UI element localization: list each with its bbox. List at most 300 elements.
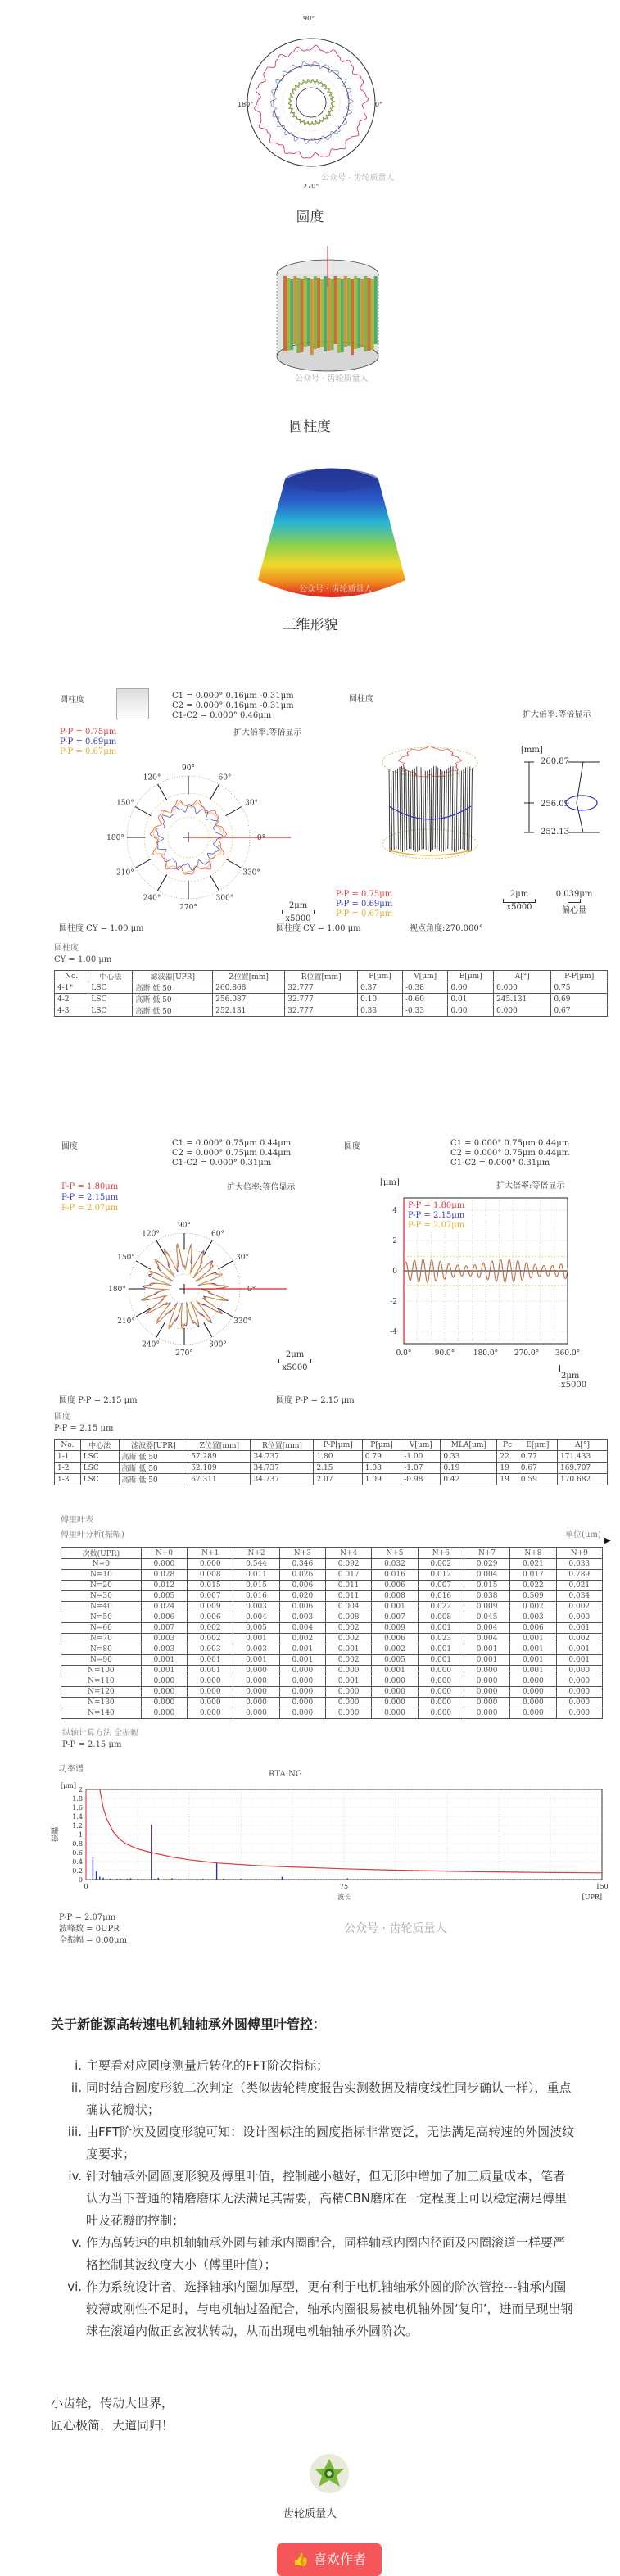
table-cell: LSC bbox=[80, 1474, 119, 1485]
table-cell: 0.00 bbox=[448, 982, 494, 994]
generatrix-line bbox=[389, 769, 390, 852]
angle-label: 60° bbox=[211, 1230, 224, 1238]
magnification: 扩大倍率:等倍显示 bbox=[233, 725, 301, 737]
ecc-top: 0.039μm bbox=[554, 890, 595, 899]
table-cell: N=20 bbox=[61, 1581, 142, 1591]
table-cell: 0.000 bbox=[141, 1559, 187, 1570]
table-cell: 0.59 bbox=[518, 1474, 557, 1485]
table-cell: N=130 bbox=[61, 1698, 142, 1708]
pp-blue: P-P = 2.15μm bbox=[61, 1192, 118, 1203]
scale-top: 2μm bbox=[278, 1350, 311, 1359]
y-tick-label: 0.8 bbox=[72, 1840, 83, 1848]
watermark: 公众号 · 齿轮质量人 bbox=[344, 1920, 446, 1936]
table-cell: 4-1* bbox=[55, 982, 88, 994]
table-cell: 0.000 bbox=[464, 1666, 509, 1676]
table-cell: -1.00 bbox=[401, 1451, 441, 1463]
scale-top: 2μm bbox=[561, 1372, 586, 1381]
table-cell: 0.000 bbox=[233, 1708, 279, 1719]
polar-label-0: 0° bbox=[375, 101, 382, 108]
generatrix-line bbox=[425, 771, 426, 850]
table-cell: 0.000 bbox=[188, 1698, 233, 1708]
pp-orange: P-P = 2.07μm bbox=[61, 1203, 118, 1213]
limit-curve bbox=[100, 1789, 602, 1873]
table-cell: 32.777 bbox=[285, 982, 358, 994]
cyl-table-value: CY = 1.00 μm bbox=[54, 955, 111, 964]
generatrix-line bbox=[421, 767, 422, 849]
thumbs-up-icon: 👍 bbox=[292, 2551, 309, 2567]
table-cell: 0.000 bbox=[418, 1708, 464, 1719]
table-row bbox=[61, 1559, 603, 1570]
cylinder-strip bbox=[301, 279, 304, 352]
inner-ring bbox=[296, 88, 326, 117]
table-cell: 0.007 bbox=[372, 1612, 418, 1623]
thumbnail-image bbox=[116, 688, 149, 719]
pp-orange: P-P = 0.67μm bbox=[60, 747, 116, 757]
gear-star-icon bbox=[310, 2454, 349, 2493]
table-cell: 0.001 bbox=[464, 1655, 509, 1666]
c2-line: C2 = 0.000° 0.75μm 0.44μm bbox=[450, 1149, 569, 1159]
c2-line: C2 = 0.000° 0.75μm 0.44μm bbox=[172, 1149, 291, 1159]
article-list bbox=[51, 2055, 575, 2342]
item-text: 针对轴承外圆圆度形貌及傅里叶值，控制越小越好，但无形中增加了加工质量成本，笔者认为当下普通的精磨磨床无法满足其需要，高精CBN磨床在一定程度上可以稳定满足傅里叶及花瓣的控制； bbox=[86, 2169, 567, 2228]
table-cell: 19 bbox=[497, 1463, 518, 1474]
table-cell: 0.000 bbox=[372, 1676, 418, 1687]
profile-caption: 三维形貌 bbox=[0, 613, 620, 633]
table-row bbox=[55, 1005, 608, 1017]
article-item bbox=[51, 2121, 575, 2166]
column-header: E[μm] bbox=[518, 1440, 557, 1451]
cylinder-strip bbox=[283, 276, 287, 351]
column-header: N+6 bbox=[418, 1548, 464, 1559]
c1c2-line: C1-C2 = 0.000° 0.31μm bbox=[450, 1159, 569, 1168]
table-cell: 1.09 bbox=[362, 1474, 401, 1485]
cylinder-strip bbox=[371, 279, 374, 350]
table-cell: 0.001 bbox=[233, 1655, 279, 1666]
round-polar-chart bbox=[94, 1217, 299, 1368]
height-top: 260.87 bbox=[541, 757, 569, 766]
table-cell: 0.004 bbox=[464, 1570, 509, 1581]
fourier-table bbox=[61, 1547, 603, 1719]
x-unit: [UPR] bbox=[582, 1893, 602, 1901]
column-header: Pc bbox=[497, 1440, 518, 1451]
table-cell: 0.000 bbox=[279, 1676, 325, 1687]
table-cell: 0.015 bbox=[233, 1581, 279, 1591]
cylinder-strip bbox=[368, 278, 371, 351]
angle-label: 150° bbox=[117, 1254, 135, 1262]
table-cell: 0.000 bbox=[188, 1708, 233, 1719]
pp-red: P-P = 0.75μm bbox=[336, 890, 392, 900]
magnification: 扩大倍率:等倍显示 bbox=[496, 1178, 564, 1190]
generatrix-line bbox=[393, 771, 394, 850]
table-cell: 0.000 bbox=[233, 1676, 279, 1687]
table-cell: 高斯 低 50 bbox=[119, 1463, 188, 1474]
angle-label: 270° bbox=[175, 1349, 193, 1358]
angle-label: 0° bbox=[247, 1286, 256, 1294]
column-header: Z位置[mm] bbox=[188, 1440, 251, 1451]
table-cell: 0.789 bbox=[556, 1570, 602, 1581]
round-report-right bbox=[328, 1139, 606, 1385]
cyl-result-right: 圆柱度 CY = 1.00 μm bbox=[276, 921, 361, 933]
spoke bbox=[210, 874, 219, 890]
height-bottom: 252.13 bbox=[541, 828, 569, 837]
table-cell: N=50 bbox=[61, 1612, 142, 1623]
y-tick-label: -4 bbox=[390, 1328, 397, 1336]
table-row bbox=[55, 1451, 608, 1463]
table-cell: 0.001 bbox=[556, 1644, 602, 1655]
power-spectrum-chart bbox=[49, 1780, 614, 1911]
article-item bbox=[51, 2276, 575, 2342]
y-tick-label: 0 bbox=[79, 1876, 83, 1884]
generatrix-line bbox=[452, 766, 453, 850]
slogan-line-1: 小齿轮，传动大世界， bbox=[51, 2392, 174, 2415]
table-cell: 0.008 bbox=[372, 1591, 418, 1602]
table-row bbox=[61, 1581, 603, 1591]
table-cell: 0.002 bbox=[188, 1623, 233, 1634]
angle-label: 270° bbox=[179, 904, 197, 912]
table-cell: 0.006 bbox=[141, 1612, 187, 1623]
table-cell: N=110 bbox=[61, 1676, 142, 1687]
table-cell: 0.001 bbox=[279, 1655, 325, 1666]
table-cell: 0.000 bbox=[494, 982, 551, 994]
table-cell: 0.000 bbox=[233, 1698, 279, 1708]
table-cell: 1-1 bbox=[55, 1451, 81, 1463]
angle-label: 240° bbox=[143, 895, 161, 903]
item-text: 主要看对应圆度测量后转化的FFT阶次指标； bbox=[86, 2058, 328, 2073]
item-number: iv. bbox=[51, 2166, 82, 2188]
table-cell: 0.42 bbox=[441, 1474, 497, 1485]
table-cell: 0.001 bbox=[418, 1655, 464, 1666]
fourier-method: 纵轴计算方法 全振幅 bbox=[62, 1726, 138, 1738]
table-cell: 0.000 bbox=[556, 1687, 602, 1698]
table-cell: 0.011 bbox=[233, 1570, 279, 1581]
y-tick-label: 1 bbox=[79, 1831, 83, 1839]
table-cell: 0.69 bbox=[551, 994, 608, 1005]
angle-label: 30° bbox=[236, 1254, 249, 1262]
like-author-label: 喜欢作者 bbox=[314, 2551, 366, 2567]
column-header: N+5 bbox=[372, 1548, 418, 1559]
cylindricity-caption: 圆柱度 bbox=[0, 415, 620, 435]
table-cell: 0.000 bbox=[326, 1698, 372, 1708]
item-number: v. bbox=[51, 2232, 82, 2254]
magnification: 扩大倍率:等倍显示 bbox=[523, 707, 591, 719]
table-cell: 0.024 bbox=[141, 1602, 187, 1612]
column-header: 次数(UPR) bbox=[61, 1548, 142, 1559]
report-title: 圆度 bbox=[344, 1139, 360, 1151]
table-cell: 19 bbox=[497, 1474, 518, 1485]
table-cell: 0.509 bbox=[510, 1591, 556, 1602]
table-cell: N=60 bbox=[61, 1623, 142, 1634]
table-cell: N=70 bbox=[61, 1634, 142, 1644]
item-number: vi. bbox=[51, 2276, 82, 2298]
angle-label: 120° bbox=[142, 1230, 160, 1238]
table-cell: 0.000 bbox=[556, 1708, 602, 1719]
table-cell: N=10 bbox=[61, 1570, 142, 1581]
table-cell: 0.008 bbox=[326, 1612, 372, 1623]
fourier-title: 傅里叶表 bbox=[61, 1512, 93, 1525]
table-cell: -0.98 bbox=[401, 1474, 441, 1485]
table-cell: 0.003 bbox=[141, 1634, 187, 1644]
table-cell: 高斯 低 50 bbox=[133, 994, 213, 1005]
table-cell: 34.737 bbox=[251, 1451, 314, 1463]
y-tick-label: 2 bbox=[79, 1786, 83, 1794]
author-avatar[interactable] bbox=[310, 2454, 349, 2493]
watermark: 公众号 · 齿轮质量人 bbox=[321, 170, 395, 183]
table-cell: 0.001 bbox=[233, 1634, 279, 1644]
frustum-top bbox=[285, 469, 378, 492]
column-header: V[μm] bbox=[402, 971, 448, 982]
table-row bbox=[61, 1666, 603, 1676]
spectrum-footer-pp: P-P = 2.07μm bbox=[59, 1912, 127, 1924]
generatrix-line bbox=[410, 771, 411, 849]
column-header: No. bbox=[55, 971, 88, 982]
profile-3d-chart bbox=[254, 459, 410, 602]
table-cell: 0.002 bbox=[418, 1559, 464, 1570]
table-cell: 0.032 bbox=[372, 1559, 418, 1570]
trace-mid-ref bbox=[274, 65, 349, 140]
table-cell: LSC bbox=[88, 994, 133, 1005]
polar-label-90: 90° bbox=[303, 15, 315, 22]
trace-orange bbox=[143, 1245, 228, 1329]
table-cell: 22 bbox=[497, 1451, 518, 1463]
table-cell: 高斯 低 50 bbox=[133, 1005, 213, 1017]
cylinder-strip bbox=[344, 276, 347, 347]
table-cell: 0.000 bbox=[141, 1676, 187, 1687]
pp-blue: P-P = 0.69μm bbox=[336, 900, 392, 909]
table-cell: 0.016 bbox=[372, 1570, 418, 1581]
item-number: ii. bbox=[51, 2077, 82, 2099]
ecc-bottom: 偏心量 bbox=[554, 903, 595, 915]
table-cell: 0.33 bbox=[358, 1005, 403, 1017]
y-tick-label: -2 bbox=[390, 1298, 397, 1306]
cylindricity-table bbox=[54, 970, 608, 1017]
generatrix-line bbox=[433, 766, 434, 850]
round-table-value: P-P = 2.15 μm bbox=[54, 1424, 113, 1433]
c2-line: C2 = 0.000° 0.16μm -0.31μm bbox=[172, 701, 294, 711]
table-cell: 0.006 bbox=[279, 1581, 325, 1591]
spoke bbox=[225, 859, 241, 868]
pp-red: P-P = 0.75μm bbox=[60, 728, 116, 737]
table-cell: 0.79 bbox=[362, 1451, 401, 1463]
angle-label: 30° bbox=[245, 800, 258, 808]
table-cell: 0.000 bbox=[188, 1687, 233, 1698]
column-header: E[μm] bbox=[448, 971, 494, 982]
table-cell: 0.001 bbox=[510, 1644, 556, 1655]
report-title: 圆柱度 bbox=[349, 692, 373, 704]
table-cell: 0.000 bbox=[188, 1559, 233, 1570]
trace-outer bbox=[255, 45, 369, 158]
table-cell: N=40 bbox=[61, 1602, 142, 1612]
spoke bbox=[135, 807, 151, 816]
scale-bottom: x5000 bbox=[278, 1363, 311, 1372]
table-cell: 高斯 低 50 bbox=[119, 1451, 188, 1463]
roundness-polar-chart bbox=[246, 8, 377, 188]
table-row bbox=[61, 1612, 603, 1623]
table-row bbox=[61, 1644, 603, 1655]
spoke bbox=[218, 1261, 233, 1269]
table-cell: 1-3 bbox=[55, 1474, 81, 1485]
table-cell: 0.006 bbox=[372, 1634, 418, 1644]
table-cell: 0.006 bbox=[188, 1612, 233, 1623]
cylinder-strip bbox=[296, 278, 300, 353]
table-cell: 0.33 bbox=[441, 1451, 497, 1463]
table-cell: 0.002 bbox=[510, 1602, 556, 1612]
item-text: 由FFT阶次及圆度形貌可知：设计图标注的圆度指标非常宽泛，无法满足高转速的外圆波纹度要求； bbox=[86, 2125, 574, 2161]
table-cell: 0.000 bbox=[464, 1698, 509, 1708]
c1-line: C1 = 0.000° 0.16μm -0.31μm bbox=[172, 692, 294, 701]
cylinder-strip bbox=[287, 278, 290, 351]
y-tick-label: 0.4 bbox=[72, 1858, 83, 1866]
table-cell: 0.011 bbox=[326, 1591, 372, 1602]
table-cell: 0.007 bbox=[418, 1581, 464, 1591]
angle-label: 300° bbox=[216, 895, 234, 903]
y-axis-label: 振幅 bbox=[50, 1827, 60, 1842]
column-header: N+4 bbox=[326, 1548, 372, 1559]
angle-label: 180° bbox=[106, 834, 124, 842]
cylinder-strip bbox=[320, 279, 324, 347]
table-header-row bbox=[55, 971, 608, 982]
cylinder-strip bbox=[304, 276, 307, 347]
spoke bbox=[136, 1261, 151, 1269]
table-cell: 0.001 bbox=[556, 1623, 602, 1634]
like-author-button[interactable] bbox=[277, 2543, 382, 2576]
table-cell: 0.000 bbox=[556, 1676, 602, 1687]
pp-orange: P-P = 2.07μm bbox=[408, 1221, 464, 1231]
column-header: R位置[mm] bbox=[285, 971, 358, 982]
view-angle: 视点角度:270.000° bbox=[410, 921, 483, 933]
pp-blue: P-P = 0.69μm bbox=[60, 737, 116, 747]
table-cell: 0.002 bbox=[326, 1623, 372, 1634]
table-cell: N=90 bbox=[61, 1655, 142, 1666]
table-cell: -0.60 bbox=[402, 994, 448, 1005]
column-header: A[°] bbox=[494, 971, 551, 982]
x-tick-label: 270.0° bbox=[514, 1349, 539, 1358]
table-cell: 1.08 bbox=[362, 1463, 401, 1474]
column-header: N+1 bbox=[188, 1548, 233, 1559]
column-header: P[μm] bbox=[358, 971, 403, 982]
angle-label: 240° bbox=[142, 1341, 160, 1349]
table-row bbox=[55, 1474, 608, 1485]
table-cell: 0.000 bbox=[372, 1698, 418, 1708]
table-cell: 0.001 bbox=[464, 1644, 509, 1655]
roundness-caption: 圆度 bbox=[0, 205, 620, 225]
table-cell: 34.737 bbox=[251, 1463, 314, 1474]
scale-bottom: x5000 bbox=[503, 903, 536, 912]
eccentricity-bar bbox=[554, 890, 595, 915]
fourier-subtitle: 傅里叶分析(振幅) bbox=[61, 1527, 124, 1540]
table-cell: 0.007 bbox=[188, 1591, 233, 1602]
table-cell: 0.005 bbox=[372, 1655, 418, 1666]
generatrix-line bbox=[465, 767, 466, 850]
generatrix-line bbox=[435, 766, 436, 849]
table-cell: 0.000 bbox=[510, 1687, 556, 1698]
table-cell: 0.005 bbox=[233, 1623, 279, 1634]
table-cell: 171.433 bbox=[557, 1451, 607, 1463]
x-tick-label: 360.0° bbox=[555, 1349, 580, 1358]
table-cell: 0.003 bbox=[233, 1602, 279, 1612]
table-cell: 0.017 bbox=[326, 1570, 372, 1581]
table-header-row bbox=[61, 1548, 603, 1559]
table-cell: 0.020 bbox=[279, 1591, 325, 1602]
c1-line: C1 = 0.000° 0.75μm 0.44μm bbox=[450, 1139, 569, 1149]
table-cell: 0.001 bbox=[279, 1644, 325, 1655]
generatrix-line bbox=[402, 766, 403, 852]
scroll-right-arrow-icon[interactable]: ▶ bbox=[604, 1537, 611, 1545]
table-cell: 252.131 bbox=[213, 1005, 285, 1017]
table-cell: 169.707 bbox=[557, 1463, 607, 1474]
table-cell: 0.017 bbox=[510, 1570, 556, 1581]
cyl-result-left: 圆柱度 CY = 1.00 μm bbox=[59, 921, 144, 933]
table-cell: 0.022 bbox=[418, 1602, 464, 1612]
table-cell: 0.001 bbox=[141, 1666, 187, 1676]
scale-bar bbox=[561, 1365, 586, 1390]
round-result-right: 圆度 P-P = 2.15 μm bbox=[276, 1393, 355, 1405]
y-tick-label: 1.6 bbox=[72, 1804, 83, 1812]
table-cell: 0.000 bbox=[464, 1676, 509, 1687]
slogan-line-2: 匠心极简，大道同归！ bbox=[51, 2415, 174, 2437]
cylindricity-3d-figure bbox=[262, 242, 393, 389]
table-cell: 0.000 bbox=[372, 1708, 418, 1719]
table-cell: -0.33 bbox=[402, 1005, 448, 1017]
generatrix-line bbox=[439, 769, 440, 851]
report-title: 圆柱度 bbox=[60, 692, 84, 705]
table-cell: 0.000 bbox=[510, 1698, 556, 1708]
cyl-wire-chart bbox=[381, 737, 487, 868]
polar-label-270: 270° bbox=[303, 183, 319, 190]
table-cell: 0.004 bbox=[464, 1623, 509, 1634]
generatrix-line bbox=[448, 768, 449, 849]
table-cell: 0.001 bbox=[510, 1655, 556, 1666]
generatrix-line bbox=[397, 769, 398, 850]
table-cell: 0.000 bbox=[418, 1676, 464, 1687]
column-header: MLA[μm] bbox=[441, 1440, 497, 1451]
table-cell: 0.004 bbox=[233, 1612, 279, 1623]
table-row bbox=[61, 1708, 603, 1719]
column-header: 滤波器[UPR] bbox=[119, 1440, 188, 1451]
article-item bbox=[51, 2166, 575, 2232]
column-header: 中心法 bbox=[88, 971, 133, 982]
table-cell: -0.38 bbox=[402, 982, 448, 994]
cyl-table-title: 圆柱度 bbox=[54, 941, 79, 953]
c1-line: C1 = 0.000° 0.75μm 0.44μm bbox=[172, 1139, 291, 1149]
height-mid: 256.09 bbox=[541, 800, 569, 809]
cylinder-strip bbox=[324, 276, 327, 351]
cylinder-strip bbox=[354, 276, 357, 349]
table-cell: 0.000 bbox=[279, 1708, 325, 1719]
cylinder-strip bbox=[351, 279, 354, 355]
table-cell: 0.000 bbox=[141, 1708, 187, 1719]
table-cell: 0.01 bbox=[448, 994, 494, 1005]
table-cell: 0.001 bbox=[326, 1644, 372, 1655]
generatrix-line bbox=[429, 769, 430, 852]
table-cell: 0.006 bbox=[510, 1623, 556, 1634]
column-header: P-P[μm] bbox=[551, 971, 608, 982]
table-cell: 0.003 bbox=[188, 1644, 233, 1655]
angle-label: 150° bbox=[116, 800, 134, 808]
table-cell: 0.003 bbox=[233, 1644, 279, 1655]
table-cell: 0.008 bbox=[188, 1570, 233, 1581]
angle-label: 330° bbox=[233, 1317, 251, 1326]
angle-label: 180° bbox=[108, 1286, 126, 1294]
generatrix-line bbox=[417, 767, 418, 852]
cylinder-strip bbox=[307, 278, 310, 346]
table-row bbox=[55, 1463, 608, 1474]
table-cell: 32.777 bbox=[285, 994, 358, 1005]
table-cell: 0.00 bbox=[448, 1005, 494, 1017]
spoke bbox=[210, 784, 219, 800]
generatrix-line bbox=[441, 771, 442, 852]
table-cell: 0.038 bbox=[464, 1591, 509, 1602]
table-cell: 0.37 bbox=[358, 982, 403, 994]
